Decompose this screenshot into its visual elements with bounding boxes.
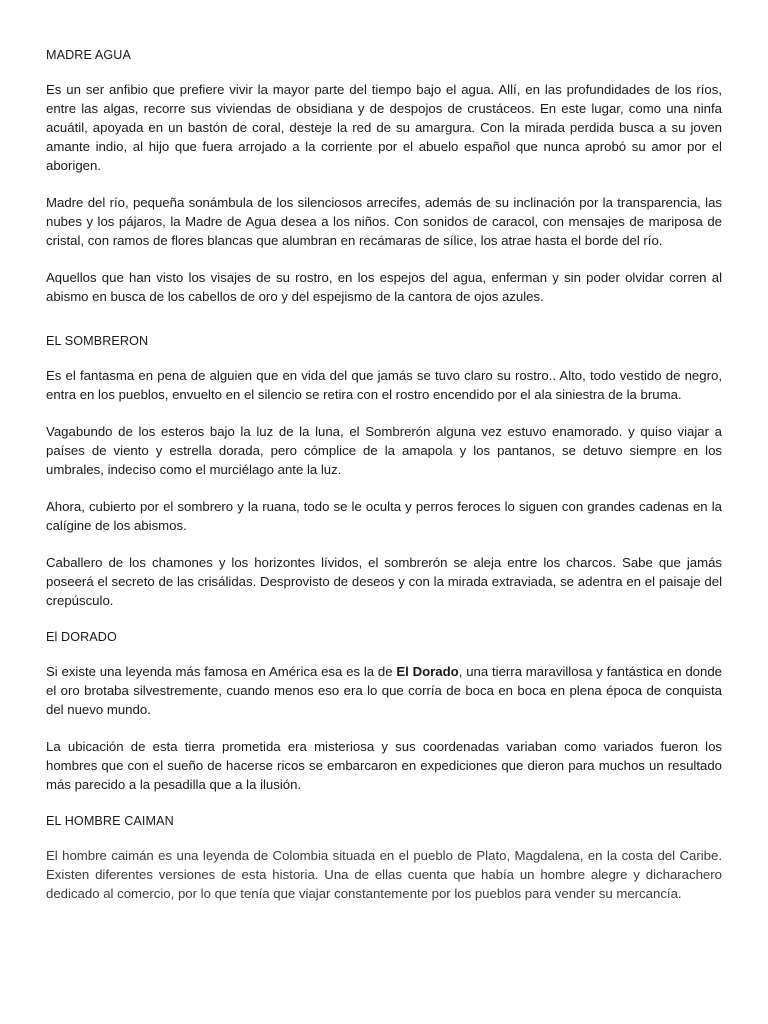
paragraph: Ahora, cubierto por el sombrero y la ruana, todo se le oculta y perros feroces lo siguen con grandes cadenas en la calígine de los abismos. [46, 499, 722, 533]
section-title-el-hombre-caiman: EL HOMBRE CAIMAN [46, 814, 174, 828]
section-title-el-dorado: El DORADO [46, 630, 117, 644]
paragraph: La ubicación de esta tierra prometida era misteriosa y sus coordenadas variaban como variados fueron los hombres que con el sueño de hacerse ricos se embarcaron en expediciones que dieron para muchos un resultado más parecido a la pesadilla que a la ilusión. [46, 739, 722, 792]
paragraph: El hombre caimán es una leyenda de Colombia situada en el pueblo de Plato, Magdalena, en la costa del Caribe. Existen diferentes versiones de esta historia. Una de ellas cuenta que había un hombre alegre y dicharachero dedicado al comercio, por lo que tenía que viajar constantemente por los pueblos para vender su mercancía. [46, 848, 722, 901]
paragraph-el-dorado-intro [46, 662, 722, 719]
el-dorado-bold-term: El Dorado [396, 664, 459, 679]
document-page [46, 46, 722, 921]
section-title-madre-agua: MADRE AGUA [46, 48, 131, 62]
paragraph-text: , una tierra maravillosa y fantástica en donde el oro brotaba silvestremente, cuando menos eso era lo que corría de boca en boca en plena época de conquista del nuevo mundo. [46, 664, 723, 717]
paragraph: Aquellos que han visto los visajes de su rostro, en los espejos del agua, enferman y sin poder olvidar corren al abismo en busca de los cabellos de oro y del espejismo de la cantora de ojos azules. [46, 270, 722, 304]
paragraph: Es un ser anfibio que prefiere vivir la mayor parte del tiempo bajo el agua. Allí, en las profundidades de los ríos, entre las algas, recorre sus viviendas de obsidiana y de despojos de crustáceos. En este lugar, como una ninfa acuátil, apoyada en un bastón de coral, desteje la red de su amargura. Con la mirada perdida busca a su joven amante indio, al hijo que fuera arrojado a la corriente por el abuelo español que nunca aprobó su amor por el aborigen. [46, 82, 722, 173]
paragraph: Es el fantasma en pena de alguien que en vida del que jamás se tuvo claro su rostro.. Alto, todo vestido de negro, entra en los pueblos, envuelto en el silencio se retira con el rostro encendido por el ala siniestra de la bruma. [46, 368, 722, 402]
paragraph: Caballero de los chamones y los horizontes lívidos, el sombrerón se aleja entre los charcos. Sabe que jamás poseerá el secreto de las crisálidas. Desprovisto de deseos y con la mirada extraviada, se adentra en el paisaje del crepúsculo. [46, 555, 722, 608]
section-title-el-sombreron: EL SOMBRERON [46, 334, 149, 348]
paragraph: Madre del río, pequeña sonámbula de los silenciosos arrecifes, además de su inclinación por la transparencia, las nubes y los pájaros, la Madre de Agua desea a los niños. Con sonidos de caracol, con mensajes de mariposa de cristal, con ramos de flores blancas que alumbran en recámaras de sílice, los atrae hasta el borde del río. [46, 195, 722, 248]
paragraph: Vagabundo de los esteros bajo la luz de la luna, el Sombrerón alguna vez estuvo enamorado. y quiso viajar a países de viento y estrella dorada, pero cómplice de la amapola y los pantanos, se detuvo siempre en los umbrales, indeciso como el murciélago ante la luz. [46, 424, 722, 477]
paragraph-text: Si existe una leyenda más famosa en América esa es la de [46, 664, 397, 679]
